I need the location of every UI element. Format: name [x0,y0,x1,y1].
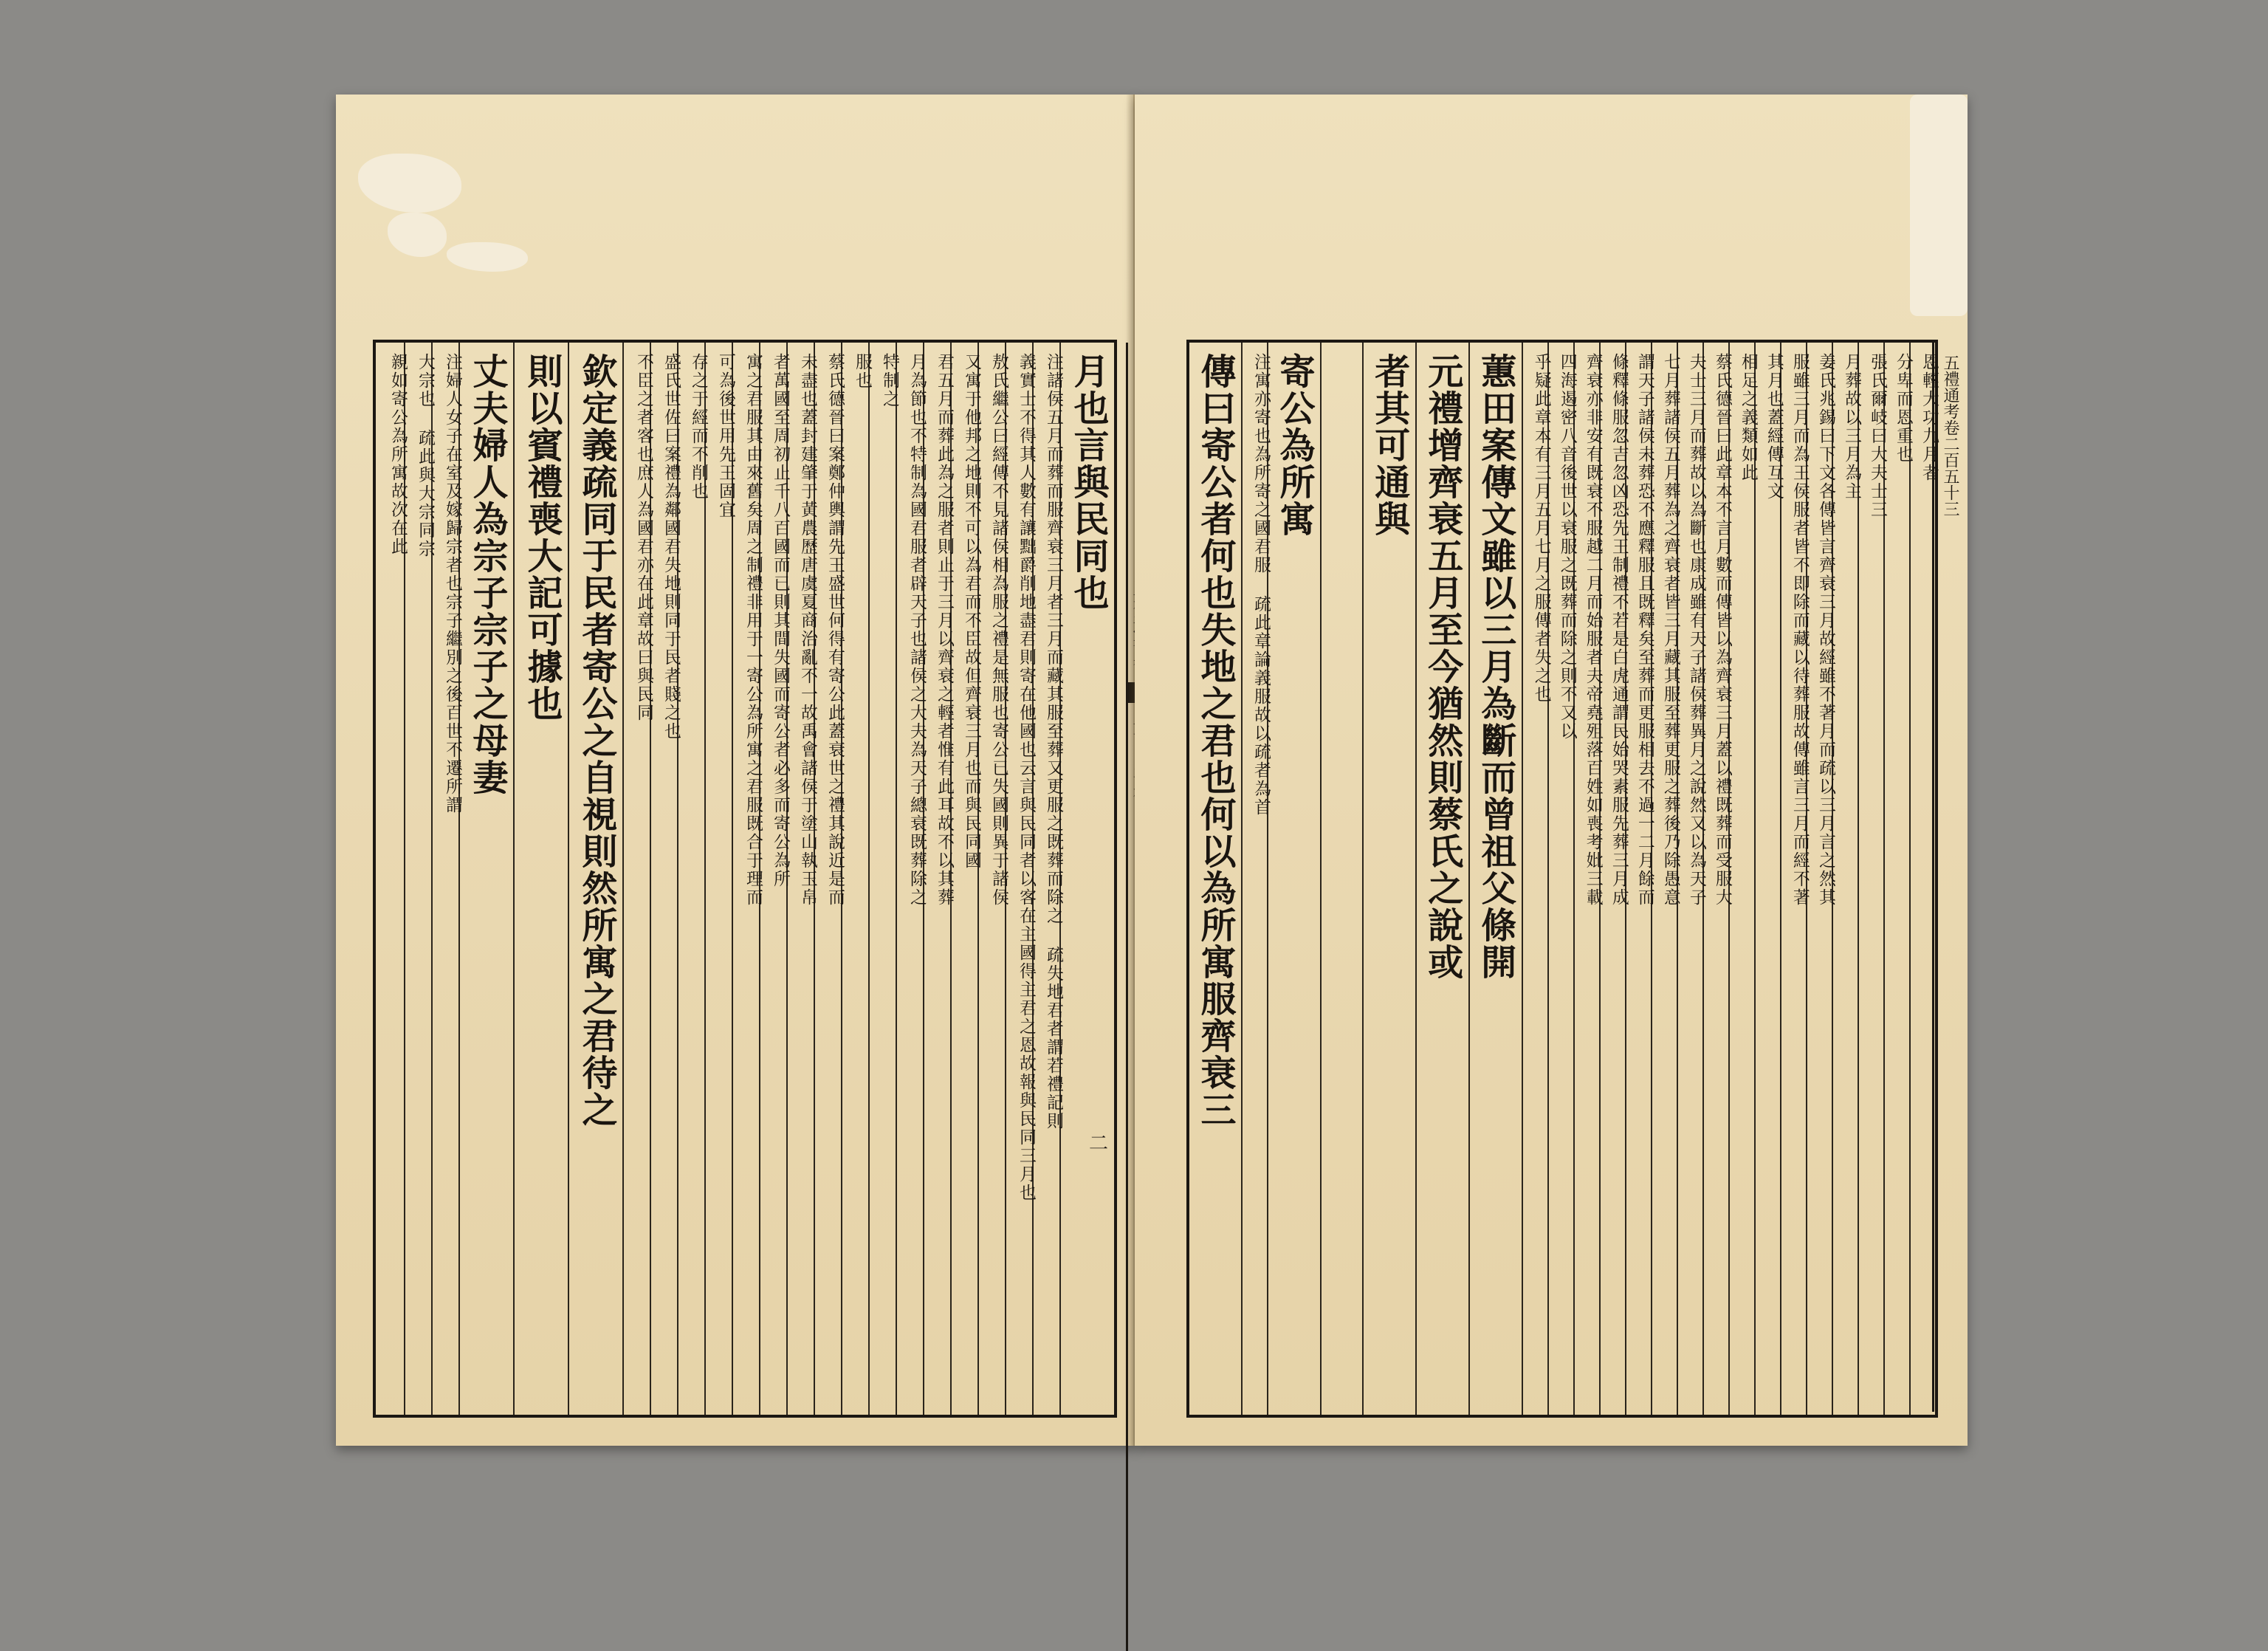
left-column: 月為節也不特制為國君服者辟天子也諸侯之大夫為天子總衰既葬除之 [896,343,923,1415]
paper-wear [1910,95,1968,316]
left-column: 盛氏世佐曰案禮為鄰國君失地則同于民者賤之也 [650,343,677,1415]
left-column: 注婦人女子在室及嫁歸宗者也宗子繼別之後百世不遷所謂 [431,343,458,1415]
left-column: 不臣之者客也庶人為國君亦在此章故曰與民同 [622,343,650,1415]
right-column: 夫士三月而葬故以為斷也康成雖有天子諸侯葬異月之說然又以為天子 [1677,343,1702,1415]
left-column: 丈夫婦人為宗子宗子之母妻 [458,343,513,1415]
paper-wear [358,154,461,213]
right-column: 恩輕大功九月者 [1909,343,1935,1415]
left-column: 敖氏繼公曰經傳不見諸侯相為服之禮是無服也寄公已失國則異于諸侯 [977,343,1005,1415]
left-column: 義實士不得其人數有讓黜爵削地盡君則寄在他國也云言與民同者以客在主國得主君之恩故報與民同三月也 [1005,343,1032,1415]
left-column: 未盡也蓋封建肇于黃農歷唐虞夏商治亂不一故禹會諸侯于塗山執玉帛 [786,343,814,1415]
right-column: 月葬故以三月為主 [1832,343,1858,1415]
right-columns [1189,343,1939,1415]
right-column: 乎疑此章本有三月五月七月之服傳者失之也 [1522,343,1547,1415]
right-column: 注寓亦寄也為所寄之國君服 疏此章論義服故以疏者為首 [1241,343,1267,1415]
right-page [1135,95,1968,1446]
right-column: 相足之義類如此 [1728,343,1754,1415]
left-column: 特制之 [868,343,896,1415]
right-column: 分卑而恩重也 [1883,343,1909,1415]
left-column: 欽定義疏同于民者寄公之自視則然所寓之君待之 [568,343,622,1415]
left-text-frame [373,340,1117,1418]
right-column: 條釋條服忽吉忽凶恐先王制禮不若是白虎通謂民始哭素服先葬三月成 [1599,343,1625,1415]
open-book [336,95,1968,1446]
left-column: 親如寄公為所寓故次在此 [388,353,408,556]
right-column: 四海遏密八音後世以衰服之既葬而除之則不又以 [1547,343,1573,1415]
right-column: 蕙田案傳文雖以三月為斷而曾祖父條開 [1468,343,1522,1415]
left-column: 則以賓禮喪大記可據也 [513,343,568,1415]
left-column: 者萬國至周初止千八百國而已則其間失國而寄公者必多而寄公為所 [759,343,786,1415]
left-column: 又寓于他邦之地則不可以為君而不臣故但齊衰三月也而與民同國 [950,343,977,1415]
right-column: 七月葬諸侯五月葬為之齊衰者皆三月藏其服至葬更服之葬後乃除愚意 [1651,343,1677,1415]
left-columns [376,343,1114,1415]
right-column: 傳曰寄公者何也失地之君也何以為所寓服齊衰三 [1195,353,1237,1128]
right-column: 姜氏兆錫曰下文各傳皆言齊衰三月故經雖不著月而疏以三月言之然其 [1806,343,1832,1415]
right-column: 元禮增齊衰五月至今猶然則蔡氏之說或 [1415,343,1468,1415]
left-column: 存之于經而不削也 [677,343,704,1415]
left-column: 服也 [841,343,868,1415]
left-column: 寓之君服其由來舊矣周之制禮非用于一寄公為所寓之君服既合于理而 [732,343,759,1415]
right-edge-label: 五禮通考卷二百五十三 [1932,340,1962,1412]
right-column: 其月也蓋經傳互文 [1754,343,1780,1415]
left-page [336,95,1135,1446]
right-column: 張氏爾岐曰大夫士三 [1858,343,1883,1415]
paper-wear [388,213,447,257]
right-column: 寄公為所寓 [1267,343,1320,1415]
left-column: 君五月而葬此為之服者則止于三月以齊衰之輕者惟有此耳故不以其葬 [923,343,950,1415]
left-column: 蔡氏德晉曰案鄭仲輿謂先王盛世何得有寄公此蓋衰世之禮其說近是而 [814,343,841,1415]
paper-wear [447,242,528,272]
left-column: 可為後世用先王固宜 [704,343,732,1415]
right-column: 謂天子諸侯未葬恐不應釋服且既釋矣至葬而更服相去不過一二月餘而 [1625,343,1651,1415]
right-text-frame [1186,340,1938,1418]
right-column: 服雖三月而為王侯服者皆不即除而藏以待葬服故傳雖言三月而經不著 [1780,343,1806,1415]
right-column: 齊衰亦非安有既衰不服越二月而始服者夫帝堯殂落百姓如喪考妣三載 [1573,343,1599,1415]
right-column: 蔡氏德晉曰此章本不言月數而傳皆以為齊衰三月蓋以禮既葬而受服大 [1702,343,1728,1415]
left-column: 大宗也 疏此與大宗同宗 [404,343,431,1415]
right-column [1320,343,1362,1415]
left-column: 月也言與民同也 [1059,343,1114,1415]
page-number: 二 [1089,1133,1109,1155]
left-column: 注諸侯五月而葬而服齊衰三月者三月而藏其服至葬又更服之既葬而除之 疏失地君者謂若禮記則 [1032,343,1059,1415]
right-column: 者其可通與 [1362,343,1415,1415]
